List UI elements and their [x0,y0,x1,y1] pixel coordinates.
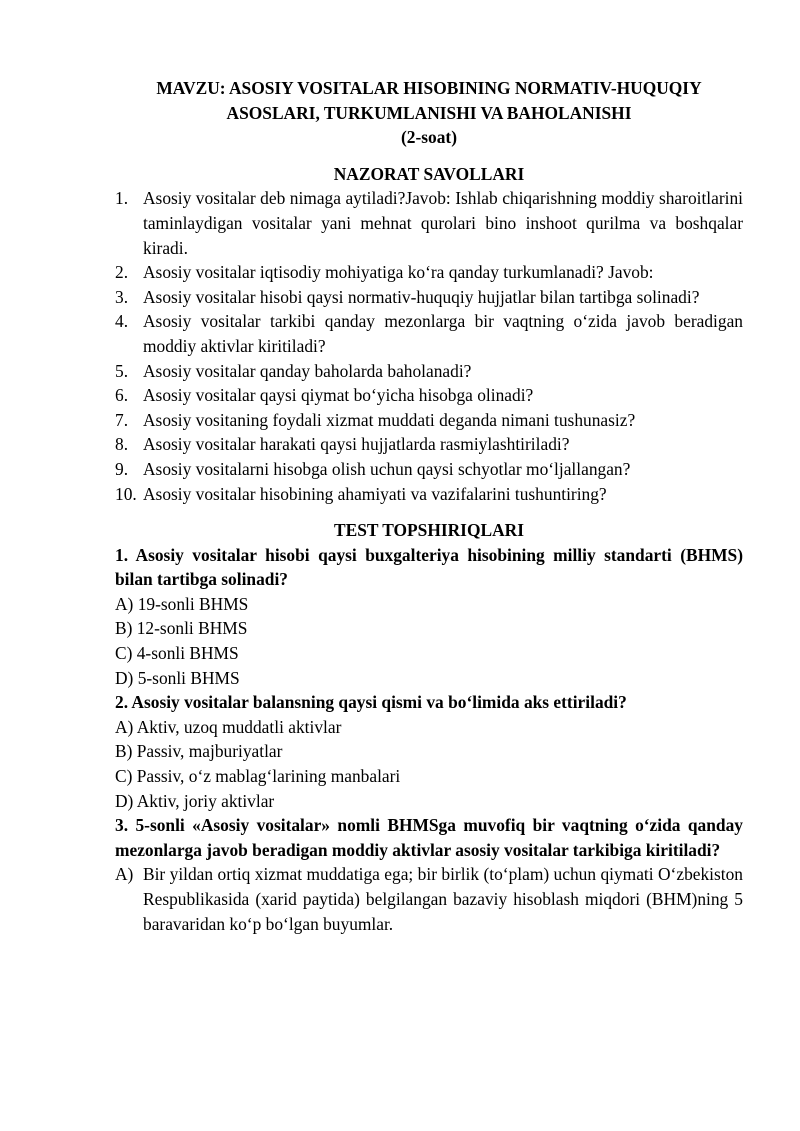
title-line-1: MAVZU: ASOSIY VOSITALAR HISOBINING NORMATIV-HUQUQIY [156,78,702,98]
option-text: Bir yildan ortiq xizmat muddatiga ega; bir birlik (to‘plam) uchun qiymati O‘zbekiston Respublikasida (xarid paytida) belgilangan bazaviy hisoblash miqdori (BHM)ning 5 baravaridan ko‘p bo‘lgan buyumlar. [143,864,743,934]
list-item [115,260,743,285]
item-number: 4. [115,311,129,332]
document-page [115,76,743,936]
answer-option: B) 12-sonli BHMS [115,618,248,639]
item-text: Asosiy vositalar harakati qaysi hujjatlarda rasmiylashtiriladi? [143,434,570,455]
item-number: 3. [115,286,129,307]
test-question-3: 3. 5-sonli «Asosiy vositalar» nomli BHMSga muvofiq bir vaqtning o‘zida qanday mezonlarga javob beradigan moddiy aktivlar asosiy vositalar tarkibiga kiritiladi? [115,815,743,860]
answer-option: D) 5-sonli BHMS [115,667,240,688]
answer-option: C) 4-sonli BHMS [115,643,239,664]
item-number: 1. [115,188,129,209]
answer-option: C) Passiv, o‘z mablag‘larining manbalari [115,766,401,787]
title-line-2: ASOSLARI, TURKUMLANISHI VA BAHOLANISHI [226,102,632,123]
list-item [115,359,743,384]
list-item [115,383,743,408]
test-question-2: 2. Asosiy vositalar balansning qaysi qismi va bo‘limida aks ettiriladi? [115,692,627,713]
list-item [115,432,743,457]
item-text: Asosiy vositalar iqtisodiy mohiyatiga ko‘ra qanday turkumlanadi? Javob: [143,262,654,283]
list-item [115,408,743,433]
item-text: Asosiy vositalar hisobi qaysi normativ-huquqiy hujjatlar bilan tartibga solinadi? [143,286,700,307]
answer-option: A) 19-sonli BHMS [115,593,249,614]
item-number: 6. [115,385,129,406]
list-item [115,186,743,260]
list-item [115,285,743,310]
item-text: Asosiy vositalar qaysi qiymat bo‘yicha hisobga olinadi? [143,385,534,406]
item-number: 5. [115,360,129,381]
option-letter: A) [115,864,134,885]
answer-option [115,862,743,936]
item-number: 7. [115,409,129,430]
title-line-3: (2-soat) [400,127,458,148]
document-title [115,76,743,150]
item-number: 10. [115,483,137,504]
control-questions-list [115,186,743,506]
item-text: Asosiy vositalar hisobining ahamiyati va vazifalarini tushuntiring? [143,483,607,504]
list-item [115,309,743,358]
item-text: Asosiy vositalar qanday baholarda baholanadi? [143,360,472,381]
item-text: Asosiy vositalarni hisobga olish uchun qaysi schyotlar mo‘ljallangan? [143,458,631,479]
control-questions-heading: NAZORAT SAVOLLARI [333,163,525,184]
item-text: Asosiy vositalar tarkibi qanday mezonlarga bir vaqtning o‘zida javob beradigan moddiy aktivlar kiritiladi? [143,311,743,356]
list-item [115,482,743,507]
list-item [115,457,743,482]
item-text: Asosiy vositaning foydali xizmat muddati deganda nimani tushunasiz? [143,409,636,430]
test-question-1: 1. Asosiy vositalar hisobi qaysi buxgalteriya hisobining milliy standarti (BHMS) bilan tartibga solinadi? [115,544,743,590]
answer-option: D) Aktiv, joriy aktivlar [115,790,275,811]
item-number: 2. [115,262,129,283]
item-number: 9. [115,458,129,479]
answer-option: B) Passiv, majburiyatlar [115,741,283,762]
item-number: 8. [115,434,129,455]
tests-heading: TEST TOPSHIRIQLARI [334,520,524,541]
item-text: Asosiy vositalar deb nimaga aytiladi?Javob: Ishlab chiqarishning moddiy sharoitlarini taminlaydigan vositalar yani mehnat qurolari bino inshoot qurilma va boshqalar kiradi. [143,188,743,258]
answer-option: A) Aktiv, uzoq muddatli aktivlar [115,716,342,737]
